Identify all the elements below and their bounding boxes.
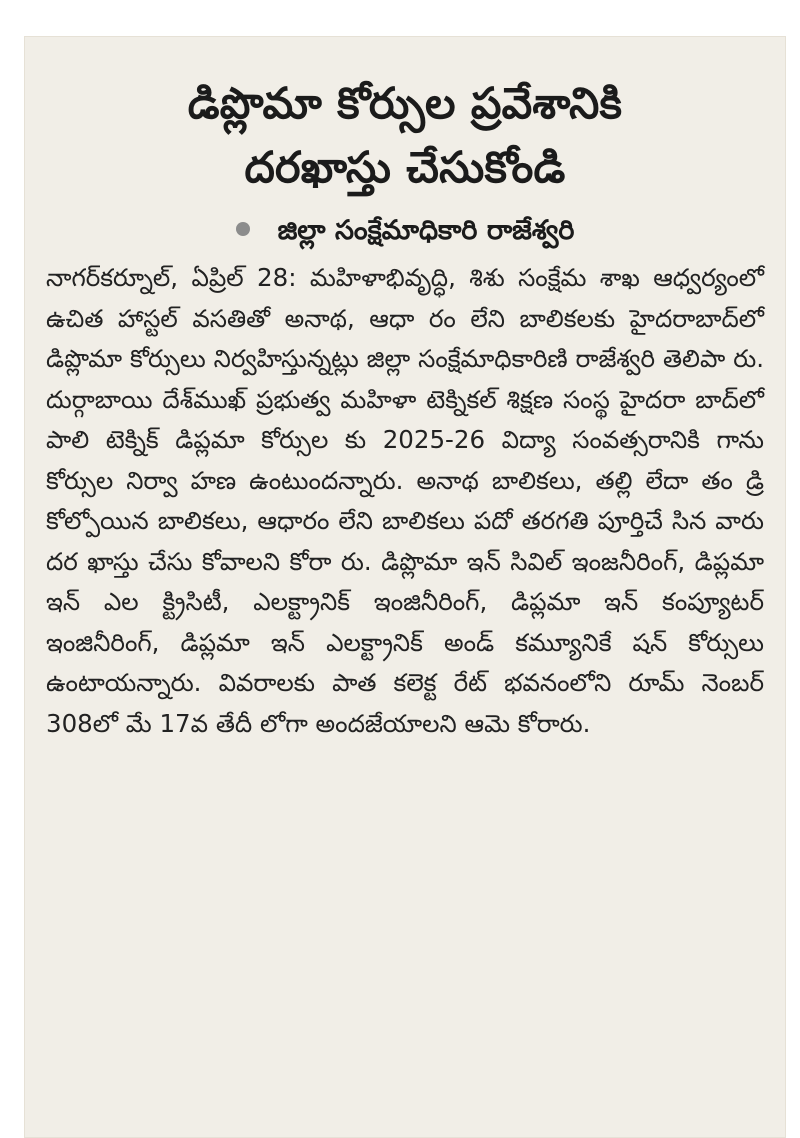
- headline-line-2: దరఖాస్తు చేసుకోండి: [244, 143, 566, 193]
- article-body: నాగర్‌కర్నూల్, ఏప్రిల్ 28: మహిళాభివృద్ధి, శిశు సంక్షేమ శాఖ ఆధ్వర్యంలో ఉచిత హాస్టల్ వసతితో అనాథ, ఆధా రం లేని బాలికలకు హైదరాబాద్‌లో డిప్లొమా కోర్సులు నిర్వహిస్తున్నట్లు జిల్లా సంక్షేమాధికారిణి రాజేశ్వరి తెలిపా రు. దుర్గాబాయి దేశ్‌ముఖ్ ప్రభుత్వ మహిళా టెక్నికల్ శిక్షణ సంస్థ హైదరా బాద్‌లో పాలి టెక్నిక్ డిప్లమా కోర్సుల కు 2025-26 విద్యా సంవత్సరానికి గాను కోర్సుల నిర్వా హణ ఉంటుందన్నారు. అనాథ బాలికలు, తల్లి లేదా తం డ్రి కోల్పోయిన బాలికలు, ఆధారం లేని బాలికలు పదో తరగతి పూర్తిచే సిన వారు దర ఖాస్తు చేసు కోవాలని కోరా రు. డిప్లొమా ఇన్ సివిల్ ఇంజనీరింగ్, డిప్లమా ఇన్ ఎల క్ట్రిసిటీ, ఎలక్ట్రానిక్ ఇంజినీరింగ్, డిప్లమా ఇన్ కంప్యూటర్ ఇంజినీరింగ్, డిప్లమా ఇన్ ఎలక్ట్రానిక్ అండ్ కమ్యూనికే షన్ కోర్సులు ఉంటాయన్నారు. వివరాలకు పాత కలెక్ట రేట్ భవనంలోని రూమ్ నెంబర్ 308లో మే 17వ తేదీ లోగా అందజేయాలని ఆమె కోరారు.: [46, 263, 764, 738]
- subheading-text: జిల్లా సంక్షేమాధికారి రాజేశ్వరి: [277, 215, 575, 246]
- newspaper-clipping: [24, 36, 786, 1138]
- next-article-fragment: [124, 1130, 726, 1138]
- article-headline: [24, 36, 786, 200]
- bullet-icon: [236, 222, 250, 236]
- headline-line-1: డిప్లొమా కోర్సుల ప్రవేశానికి: [187, 79, 623, 129]
- article-subheading: [24, 210, 786, 252]
